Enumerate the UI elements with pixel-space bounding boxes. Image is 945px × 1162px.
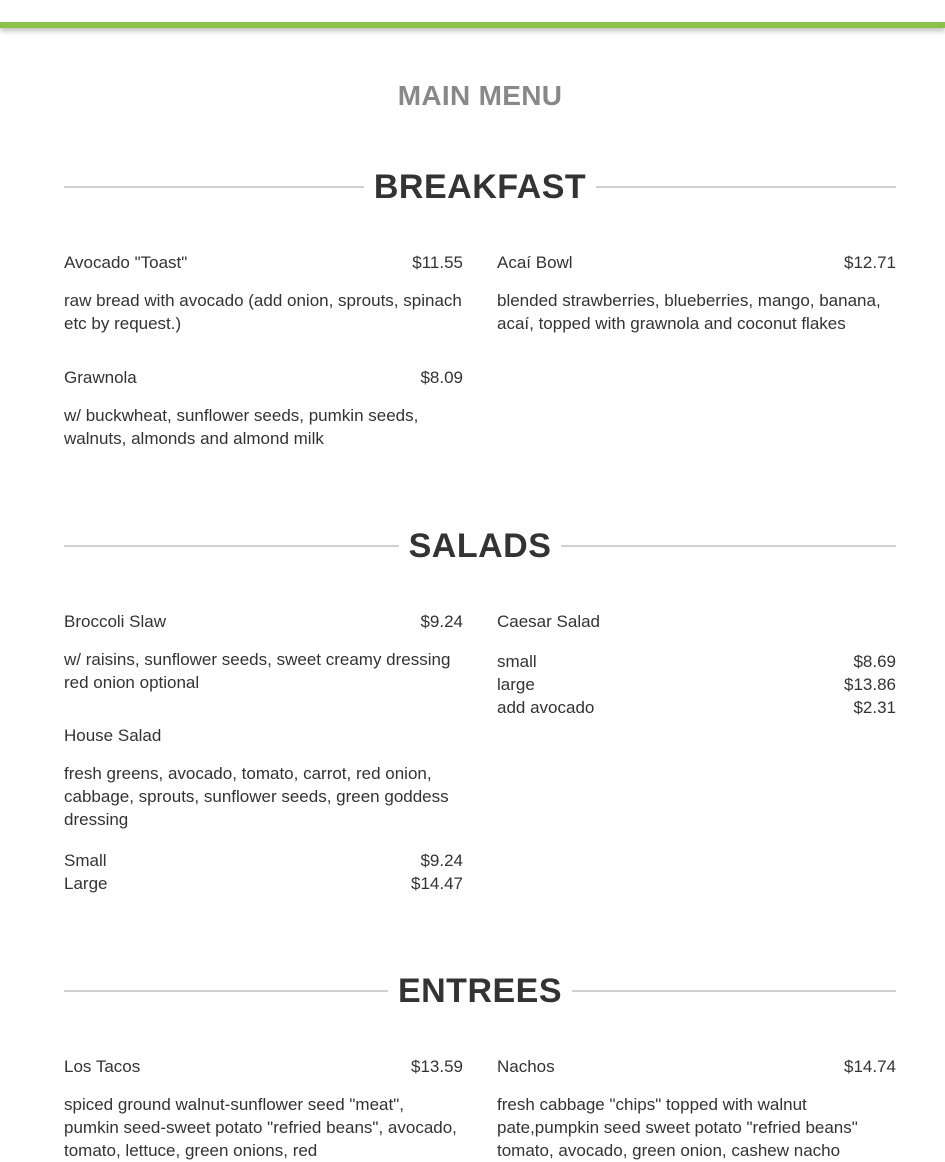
page-title: MAIN MENU	[397, 80, 563, 111]
option-label: Small	[64, 851, 107, 870]
size-options	[64, 849, 463, 895]
option-price: $9.24	[420, 851, 463, 870]
section-title-salads: SALADS	[408, 527, 552, 565]
item-price: $8.09	[420, 368, 463, 387]
option-row	[64, 849, 463, 872]
menu-item-nachos	[497, 1057, 896, 1162]
option-row	[497, 696, 896, 719]
item-description: blended strawberries, blueberries, mango, banana, acaí, topped with grawnola and coconut flakes	[497, 291, 881, 333]
option-price: $13.86	[844, 675, 896, 694]
option-price: $14.47	[411, 874, 463, 893]
option-row	[497, 650, 896, 673]
menu-item-los-tacos	[64, 1057, 463, 1162]
divider-left	[64, 990, 388, 992]
menu-item-house-salad	[64, 726, 463, 895]
item-name: Caesar Salad	[497, 612, 601, 631]
item-description: fresh greens, avocado, tomato, carrot, red onion, cabbage, sprouts, sunflower seeds, green goddess dressing	[64, 764, 449, 829]
size-options	[497, 650, 896, 719]
item-description: fresh cabbage "chips" topped with walnut pate,pumpkin seed sweet potato "refried beans" tomato, avocado, green onion, cashew nacho	[497, 1095, 858, 1160]
item-price: $14.74	[844, 1057, 896, 1076]
option-row	[497, 673, 896, 696]
menu-item-broccoli-slaw	[64, 612, 463, 694]
divider-right	[596, 186, 896, 188]
option-row	[64, 872, 463, 895]
option-label: add avocado	[497, 698, 595, 717]
divider-left	[64, 545, 399, 547]
option-label: Large	[64, 874, 108, 893]
item-price: $9.24	[420, 612, 463, 631]
item-name: Acaí Bowl	[497, 253, 573, 272]
top-accent-bar	[0, 0, 945, 28]
item-description: raw bread with avocado (add onion, sprouts, spinach etc by request.)	[64, 291, 462, 333]
divider-right	[561, 545, 896, 547]
divider-right	[572, 990, 896, 992]
option-price: $8.69	[853, 652, 896, 671]
menu-item-avocado-toast	[64, 253, 463, 335]
option-label: small	[497, 652, 537, 671]
item-name: Grawnola	[64, 368, 137, 387]
item-description: w/ raisins, sunflower seeds, sweet creamy dressing red onion optional	[64, 650, 451, 692]
menu-item-acai-bowl	[497, 253, 896, 335]
option-label: large	[497, 675, 535, 694]
section-title-entrees: ENTREES	[397, 972, 563, 1010]
item-price: $12.71	[844, 253, 896, 272]
item-description: spiced ground walnut-sunflower seed "meat", pumkin seed-sweet potato "refried beans", avocado, tomato, lettuce, green onions, red	[64, 1095, 457, 1160]
section-heading-entrees	[64, 971, 896, 1011]
item-name: Avocado "Toast"	[64, 253, 188, 272]
menu-item-caesar-salad	[497, 612, 896, 719]
item-price: $11.55	[412, 253, 463, 272]
item-name: House Salad	[64, 726, 162, 745]
option-price: $2.31	[853, 698, 896, 717]
item-description: w/ buckwheat, sunflower seeds, pumkin seeds, walnuts, almonds and almond milk	[64, 406, 419, 448]
item-name: Los Tacos	[64, 1057, 141, 1076]
item-name: Broccoli Slaw	[64, 612, 167, 631]
section-title-breakfast: BREAKFAST	[373, 168, 587, 206]
menu-item-grawnola	[64, 368, 463, 450]
section-heading-breakfast	[64, 167, 896, 207]
divider-left	[64, 186, 364, 188]
section-heading-salads	[64, 526, 896, 566]
item-price: $13.59	[411, 1057, 463, 1076]
item-name: Nachos	[497, 1057, 555, 1076]
